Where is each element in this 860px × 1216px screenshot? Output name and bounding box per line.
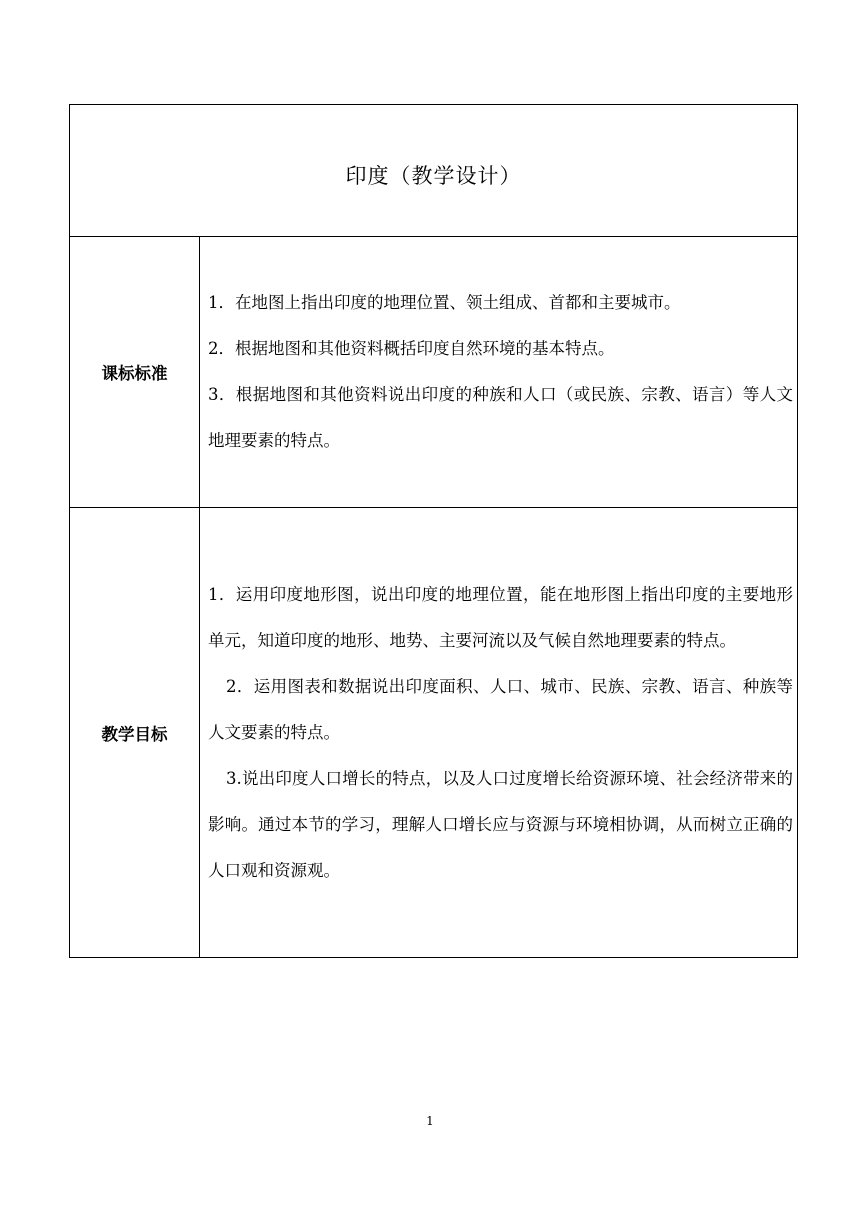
goal-item: 2．运用图表和数据说出印度面积、人口、城市、民族、宗教、语言、种族等人文要素的特点。 xyxy=(208,676,793,742)
title-row xyxy=(70,105,798,237)
page-number: 1 xyxy=(426,1114,434,1128)
standard-item: 3．根据地图和其他资料说出印度的种族和人口（或民族、宗教、语言）等人文地理要素的特点。 xyxy=(208,385,793,450)
teaching-goals-row xyxy=(70,508,798,958)
title-cell xyxy=(70,105,798,237)
curriculum-standards-content xyxy=(200,237,798,508)
curriculum-standards-label: 课标标准 xyxy=(70,237,200,508)
lesson-plan-table xyxy=(69,104,798,958)
document-title: 印度（教学设计） xyxy=(345,163,522,188)
goal-item: 1．运用印度地形图，说出印度的地理位置，能在地形图上指出印度的主要地形单元，知道印度的地形、地势、主要河流以及气候自然地理要素的特点。 xyxy=(208,584,793,650)
teaching-goals-label: 教学目标 xyxy=(70,508,200,958)
standard-item: 2．根据地图和其他资料概括印度自然环境的基本特点。 xyxy=(208,339,615,358)
teaching-goals-content xyxy=(200,508,798,958)
goal-item: 3.说出印度人口增长的特点，以及人口过度增长给资源环境、社会经济带来的影响。通过本节的学习，理解人口增长应与资源与环境相协调，从而树立正确的人口观和资源观。 xyxy=(208,768,793,880)
curriculum-standards-row xyxy=(70,237,798,508)
standard-item: 1．在地图上指出印度的地理位置、领土组成、首都和主要城市。 xyxy=(208,293,681,312)
